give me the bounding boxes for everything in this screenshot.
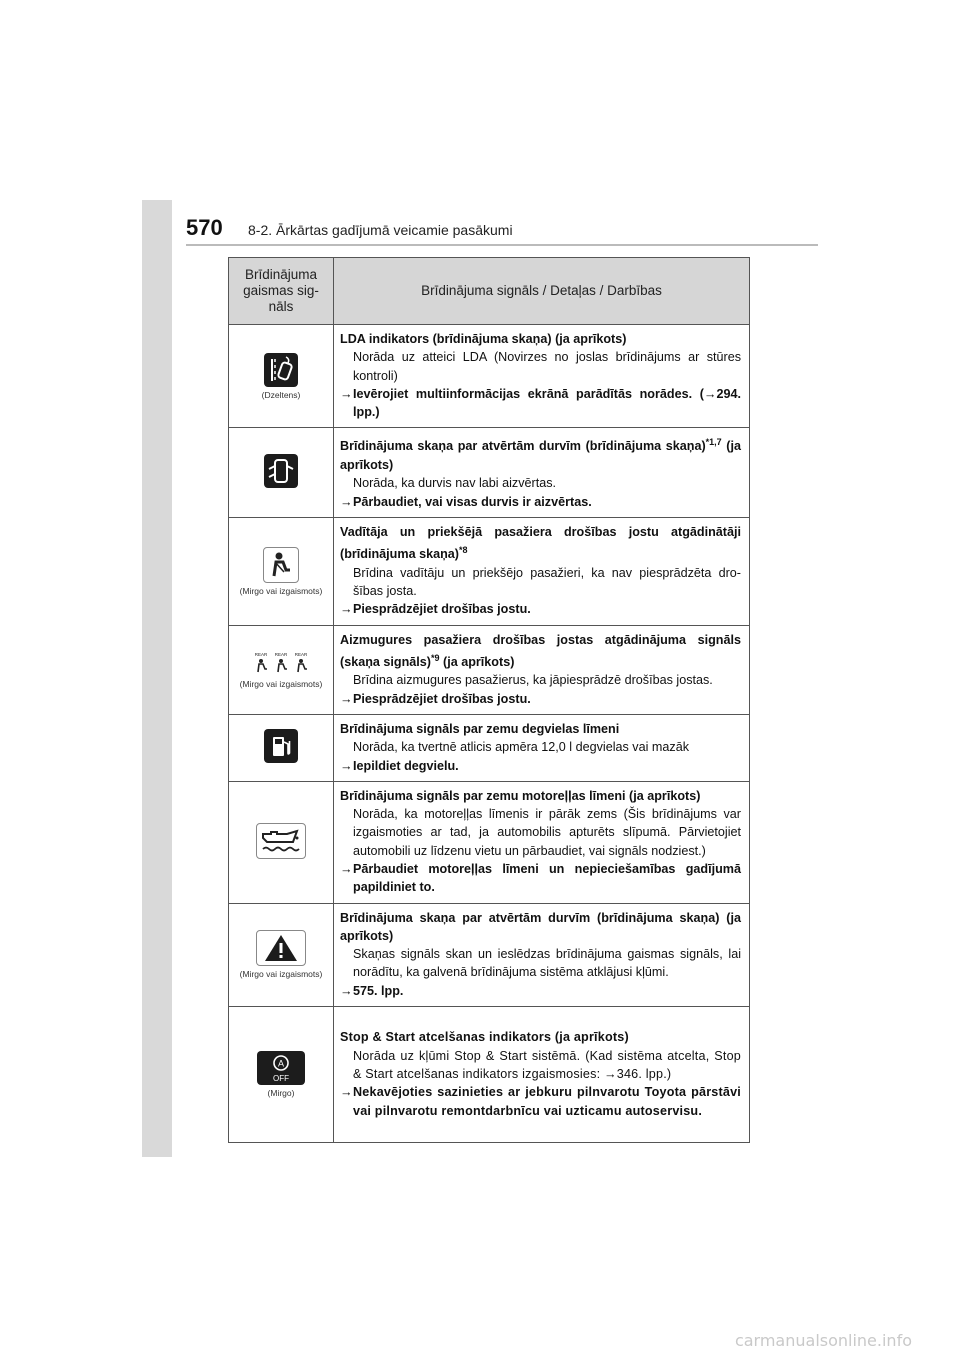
table-row xyxy=(229,781,750,903)
arrow-icon: → xyxy=(340,386,353,401)
row-title-suffix: (ja aprīkots) xyxy=(340,439,741,472)
row-description: Norāda uz kļūmi Stop & Start sistēmā. (Kad sistēma atcelta, Stop & Start atcelšanas indikators izgaismosies: →346. lpp.) xyxy=(353,1048,741,1081)
side-tab-bar xyxy=(142,200,172,1157)
table-header-row xyxy=(229,258,750,325)
row-title-suffix: (ja aprīkots) xyxy=(439,655,515,670)
table-row xyxy=(229,903,750,1006)
rear-label: REAR xyxy=(254,652,268,658)
row-caption: (Mirgo vai izgaismots) xyxy=(239,969,323,980)
row-caption: (Mirgo) xyxy=(267,1088,295,1099)
table-row xyxy=(229,517,750,625)
rear-label: REAR xyxy=(294,652,308,658)
arrow-icon: → xyxy=(340,691,353,706)
row-action: Piesprādzējiet drošības jostu. xyxy=(353,691,531,706)
arrow-icon: → xyxy=(340,602,353,617)
arrow-icon: → xyxy=(340,861,353,876)
row-title: Brīdinājuma signāls par zemu motoreļļas līmeni (ja aprīkots) xyxy=(340,788,701,803)
row-title: Brīdinājuma skaņa par atvērtām durvīm (brīdinājuma skaņa) (ja aprīkots) xyxy=(340,910,741,943)
auto-letter-icon: A xyxy=(277,1058,285,1069)
arrow-icon: → xyxy=(340,983,353,998)
chapter-title: 8-2. Ārkārtas gadījumā veicamie pasākumi xyxy=(248,222,513,238)
page-number: 570 xyxy=(186,215,223,240)
watermark: carmanualsonline.info xyxy=(734,1331,912,1350)
stop-start-off-icon xyxy=(257,1051,305,1085)
fuel-pump-icon xyxy=(264,729,298,763)
footnote-ref: *8 xyxy=(458,545,468,556)
off-label: OFF xyxy=(273,1074,289,1084)
row-title: Aizmugures pasažiera drošības jostas atgādinājuma signāls (skaņa signāls) xyxy=(340,632,741,670)
row-description: Norāda, ka durvis nav labi aizvērtas. xyxy=(353,476,556,491)
rear-seatbelt-icon xyxy=(251,650,311,676)
master-warning-icon xyxy=(256,930,306,966)
table-row xyxy=(229,1007,750,1143)
arrow-icon: → xyxy=(340,494,353,509)
row-title: Vadītāja un priekšējā pasažiera drošības jostu atgādinātāji (brīdinājuma skaņa) xyxy=(340,524,741,562)
row-title: Brīdinājuma skaņa par atvērtām durvīm (brīdinājuma skaņa) xyxy=(340,439,706,454)
row-description: Norāda, ka motoreļļas līmenis ir pārāk zems (Šis brīdinājums var izgaismoties ar tad, ja automobilis apturēts slīpumā. Pārvietojiet automobili uz līdzenu vietu un pārbaudiet, vai signāls nodziest.) xyxy=(353,807,741,858)
header-rule xyxy=(186,244,818,246)
row-description: Skaņas signāls skan un ieslēdzas brīdinājuma gaismas signāls, lai norādītu, ka galvenā brīdinājuma sistēma atklājusi kļūmi. xyxy=(353,947,741,980)
row-title: Stop & Start atcelšanas indikators (ja aprīkots) xyxy=(340,1030,629,1045)
arrow-icon: → xyxy=(340,758,353,773)
row-description: Brīdina aizmugures pasažierus, ka jāpiesprādzē drošības jostas. xyxy=(353,673,713,688)
row-description: Brīdina vadītāju un priekšējo pasažieri, ka nav piesprādzēta dro-šības josta. xyxy=(353,565,741,598)
warning-table xyxy=(228,257,750,1143)
lda-lane-departure-icon xyxy=(264,353,298,387)
table-row xyxy=(229,325,750,428)
row-title: Brīdinājuma signāls par zemu degvielas līmeni xyxy=(340,721,620,736)
row-action: Ievērojiet multiinformācijas ekrānā parādītās norādes. (→294. lpp.) xyxy=(353,386,741,420)
row-action: Iepildiet degvielu. xyxy=(353,758,459,773)
row-action: Nekavējoties sazinieties ar jebkuru pilnvarotu Toyota pārstāvi vai pilnvarotu remontdarbnīcu vai uzticamu autoservisu. xyxy=(353,1085,741,1118)
oil-level-icon xyxy=(256,823,306,859)
open-door-icon xyxy=(264,454,298,488)
table-row xyxy=(229,428,750,517)
arrow-icon: → xyxy=(340,1085,353,1100)
row-action: Piesprādzējiet drošības jostu. xyxy=(353,602,531,617)
row-title: LDA indikators (brīdinājuma skaņa) (ja aprīkots) xyxy=(340,332,627,346)
row-description: Norāda uz atteici LDA (Novirzes no joslas brīdinājums ar stūres kontroli) xyxy=(353,350,741,383)
table-row xyxy=(229,714,750,781)
row-action: 575. lpp. xyxy=(353,983,404,998)
row-caption: (Mirgo vai izgaismots) xyxy=(239,585,323,596)
footnote-ref: *9 xyxy=(431,652,440,663)
row-action: Pārbaudiet, vai visas durvis ir aizvērtas. xyxy=(353,494,592,509)
row-description: Norāda, ka tvertnē atlicis apmēra 12,0 l degvielas vai mazāk xyxy=(353,740,689,755)
row-caption: (Dzeltens) xyxy=(261,389,301,400)
col-header-details: Brīdinājuma signāls / Detaļas / Darbības xyxy=(334,258,750,325)
row-action: Pārbaudiet motoreļļas līmeni un nepieciešamības gadījumā papildiniet to. xyxy=(353,861,741,895)
row-caption: (Mirgo vai izgaismots) xyxy=(239,679,323,690)
footnote-ref: *1,7 xyxy=(705,437,722,448)
rear-label: REAR xyxy=(274,652,288,658)
table-row xyxy=(229,625,750,714)
seatbelt-reminder-icon xyxy=(263,547,299,583)
col-header-light: Brīdinājuma gaismas sig-nāls xyxy=(229,258,334,325)
